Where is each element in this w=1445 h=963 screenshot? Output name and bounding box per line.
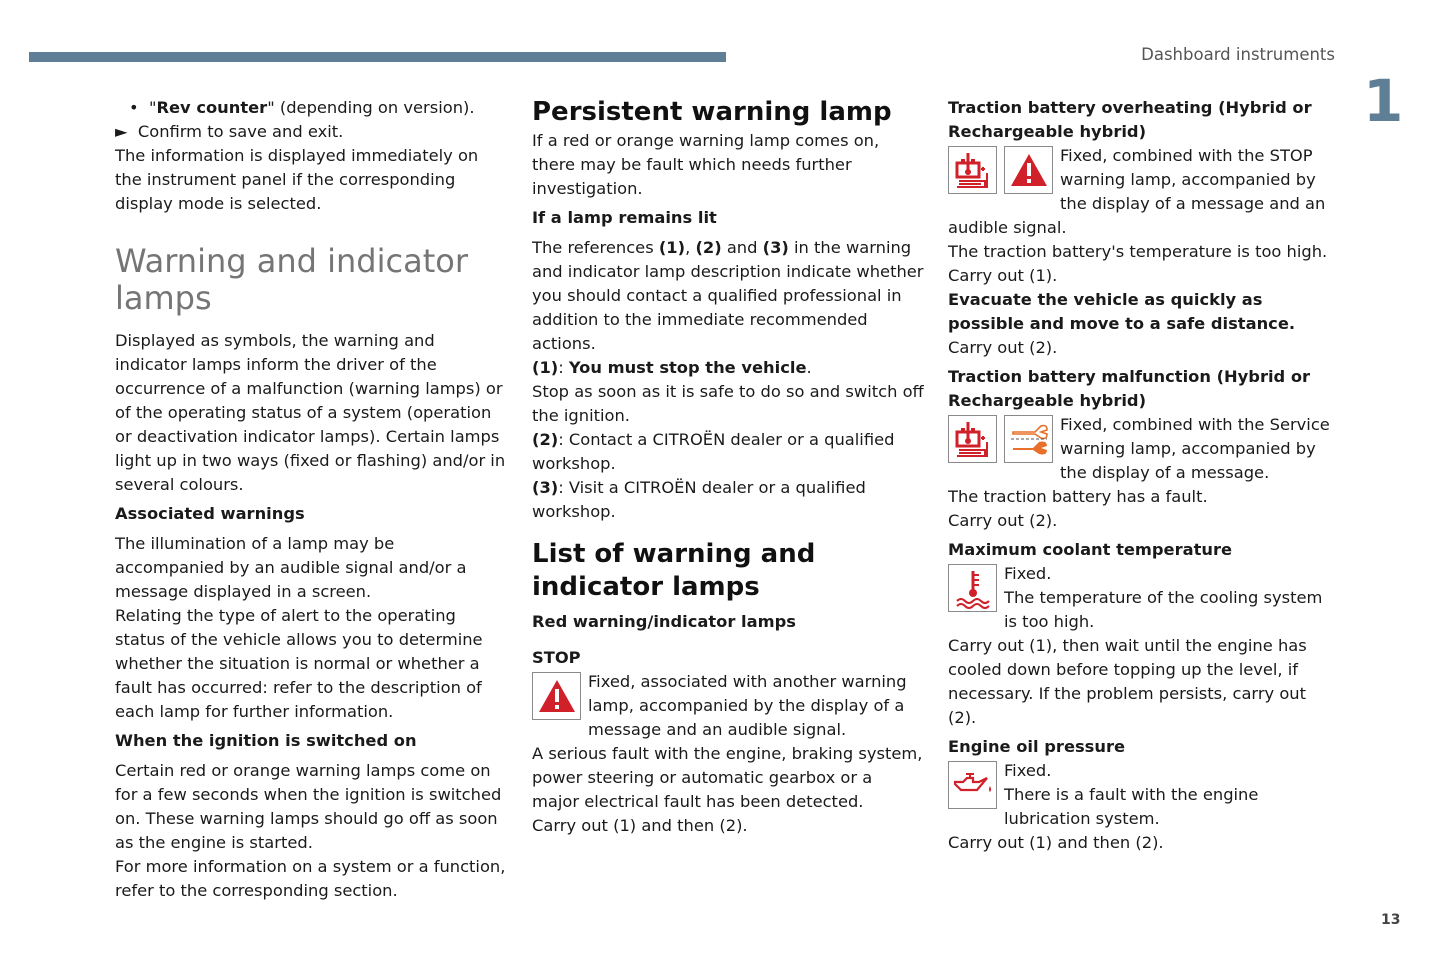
battery-overheat-paragraph-2: The traction battery's temperature is too high. <box>948 242 1328 261</box>
section-title: Dashboard instruments <box>1141 45 1335 64</box>
ignition-paragraph-2: For more information on a system or a function, refer to the corresponding section. <box>115 857 506 900</box>
oil-pressure-paragraph-1: There is a fault with the engine lubrication system. <box>1004 785 1259 828</box>
battery-overheat-paragraph-4: Carry out (2). <box>948 338 1058 357</box>
battery-malfunction-entry <box>948 413 1338 485</box>
associated-warnings-paragraph-2: Relating the type of alert to the operating status of the vehicle allows you to determine whether the situation is normal or whether a fault has occurred: refer to the description of each lamp for further information. <box>115 606 483 721</box>
oil-pressure-entry <box>948 759 1338 831</box>
reference-1-line: (1): You must stop the vehicle. <box>532 358 812 377</box>
battery-malfunction-paragraph-2: The traction battery has a fault. <box>948 487 1208 506</box>
reference-3-line: (3): Visit a CITROËN dealer or a qualified workshop. <box>532 478 866 521</box>
ignition-heading: When the ignition is switched on <box>115 731 417 750</box>
instruction-step: ► Confirm to save and exit. <box>115 122 344 141</box>
coolant-heading: Maximum coolant temperature <box>948 540 1233 559</box>
lamp-remains-lit-heading: If a lamp remains lit <box>532 208 717 227</box>
oil-pressure-icon <box>948 761 997 809</box>
persistent-lamp-title: Persistent warning lamp <box>532 97 892 127</box>
stop-lamp-entry <box>532 670 924 742</box>
references-paragraph: The references (1), (2) and (3) in the warning and indicator lamp description indicate whether you should contact a qualified professional in addition to the immediate recommended actions. <box>532 238 924 353</box>
traction-battery-temperature-icon <box>948 415 997 463</box>
oil-pressure-heading: Engine oil pressure <box>948 737 1126 756</box>
column-right <box>948 96 1338 855</box>
header-accent-bar <box>29 52 726 62</box>
battery-malfunction-paragraph-3: Carry out (2). <box>948 511 1058 530</box>
service-wrench-icon <box>1004 415 1053 463</box>
battery-malfunction-paragraph-1: Fixed, combined with the Service warning lamp, accompanied by the display of a message. <box>1060 415 1330 482</box>
bullet-item-rev-counter: • "Rev counter" (depending on version). <box>129 98 475 117</box>
coolant-temperature-icon <box>948 564 997 612</box>
battery-overheat-paragraph-3: Carry out (1). <box>948 266 1058 285</box>
intro-paragraph: The information is displayed immediately on the instrument panel if the corresponding display mode is selected. <box>115 146 479 213</box>
stop-warning-triangle-icon <box>1004 146 1053 194</box>
column-middle <box>532 96 924 838</box>
stop-lamp-paragraph-3: Carry out (1) and then (2). <box>532 816 748 835</box>
traction-battery-temperature-icon <box>948 146 997 194</box>
lamp-list-title: List of warning and indicator lamps <box>532 539 816 602</box>
lamps-description: Displayed as symbols, the warning and indicator lamps inform the driver of the occurrence of a malfunction (warning lamps) or of the operating status of a system (operation or deactivation indicator lamps). Certain lamps light up in two ways (fixed or flashing) and/or in several colours. <box>115 331 506 494</box>
battery-overheat-paragraph-1: Fixed, combined with the STOP warning lamp, accompanied by the display of a message and an audible signal. <box>948 146 1326 237</box>
associated-warnings-heading: Associated warnings <box>115 504 305 523</box>
battery-overheat-heading: Traction battery overheating (Hybrid or Rechargeable hybrid) <box>948 98 1312 141</box>
battery-malfunction-heading: Traction battery malfunction (Hybrid or Rechargeable hybrid) <box>948 367 1311 410</box>
coolant-fixed: Fixed. <box>1004 564 1052 583</box>
coolant-paragraph-2: Carry out (1), then wait until the engine has cooled down before topping up the level, if necessary. If the problem persists, carry out (2). <box>948 636 1307 727</box>
oil-pressure-fixed: Fixed. <box>1004 761 1052 780</box>
persistent-lamp-paragraph: If a red or orange warning lamp comes on, there may be fault which needs further investigation. <box>532 131 880 198</box>
red-lamps-heading: Red warning/indicator lamps <box>532 612 796 631</box>
chapter-number: 1 <box>1363 67 1404 135</box>
ignition-paragraph-1: Certain red or orange warning lamps come on for a few seconds when the ignition is switched on. These warning lamps should go off as soon as the engine is started. <box>115 761 502 852</box>
oil-pressure-paragraph-2: Carry out (1) and then (2). <box>948 833 1164 852</box>
reference-1-text: Stop as soon as it is safe to do so and switch off the ignition. <box>532 382 924 425</box>
page-number: 13 <box>1381 912 1401 928</box>
reference-2-line: (2): Contact a CITROËN dealer or a qualified workshop. <box>532 430 895 473</box>
battery-overheat-evacuate: Evacuate the vehicle as quickly as possible and move to a safe distance. <box>948 290 1296 333</box>
stop-lamp-paragraph-2: A serious fault with the engine, braking system, power steering or automatic gearbox or a major electrical fault has been detected. <box>532 744 923 811</box>
coolant-paragraph-1: The temperature of the cooling system is too high. <box>1004 588 1323 631</box>
stop-lamp-paragraph-1: Fixed, associated with another warning lamp, accompanied by the display of a message and an audible signal. <box>588 672 907 739</box>
page-title: Warning and indicator lamps <box>115 242 468 317</box>
column-left <box>115 96 507 903</box>
associated-warnings-paragraph-1: The illumination of a lamp may be accompanied by an audible signal and/or a message displayed in a screen. <box>115 534 467 601</box>
battery-overheat-entry <box>948 144 1338 240</box>
stop-warning-triangle-icon <box>532 672 581 720</box>
coolant-entry <box>948 562 1338 634</box>
stop-heading: STOP <box>532 648 581 667</box>
